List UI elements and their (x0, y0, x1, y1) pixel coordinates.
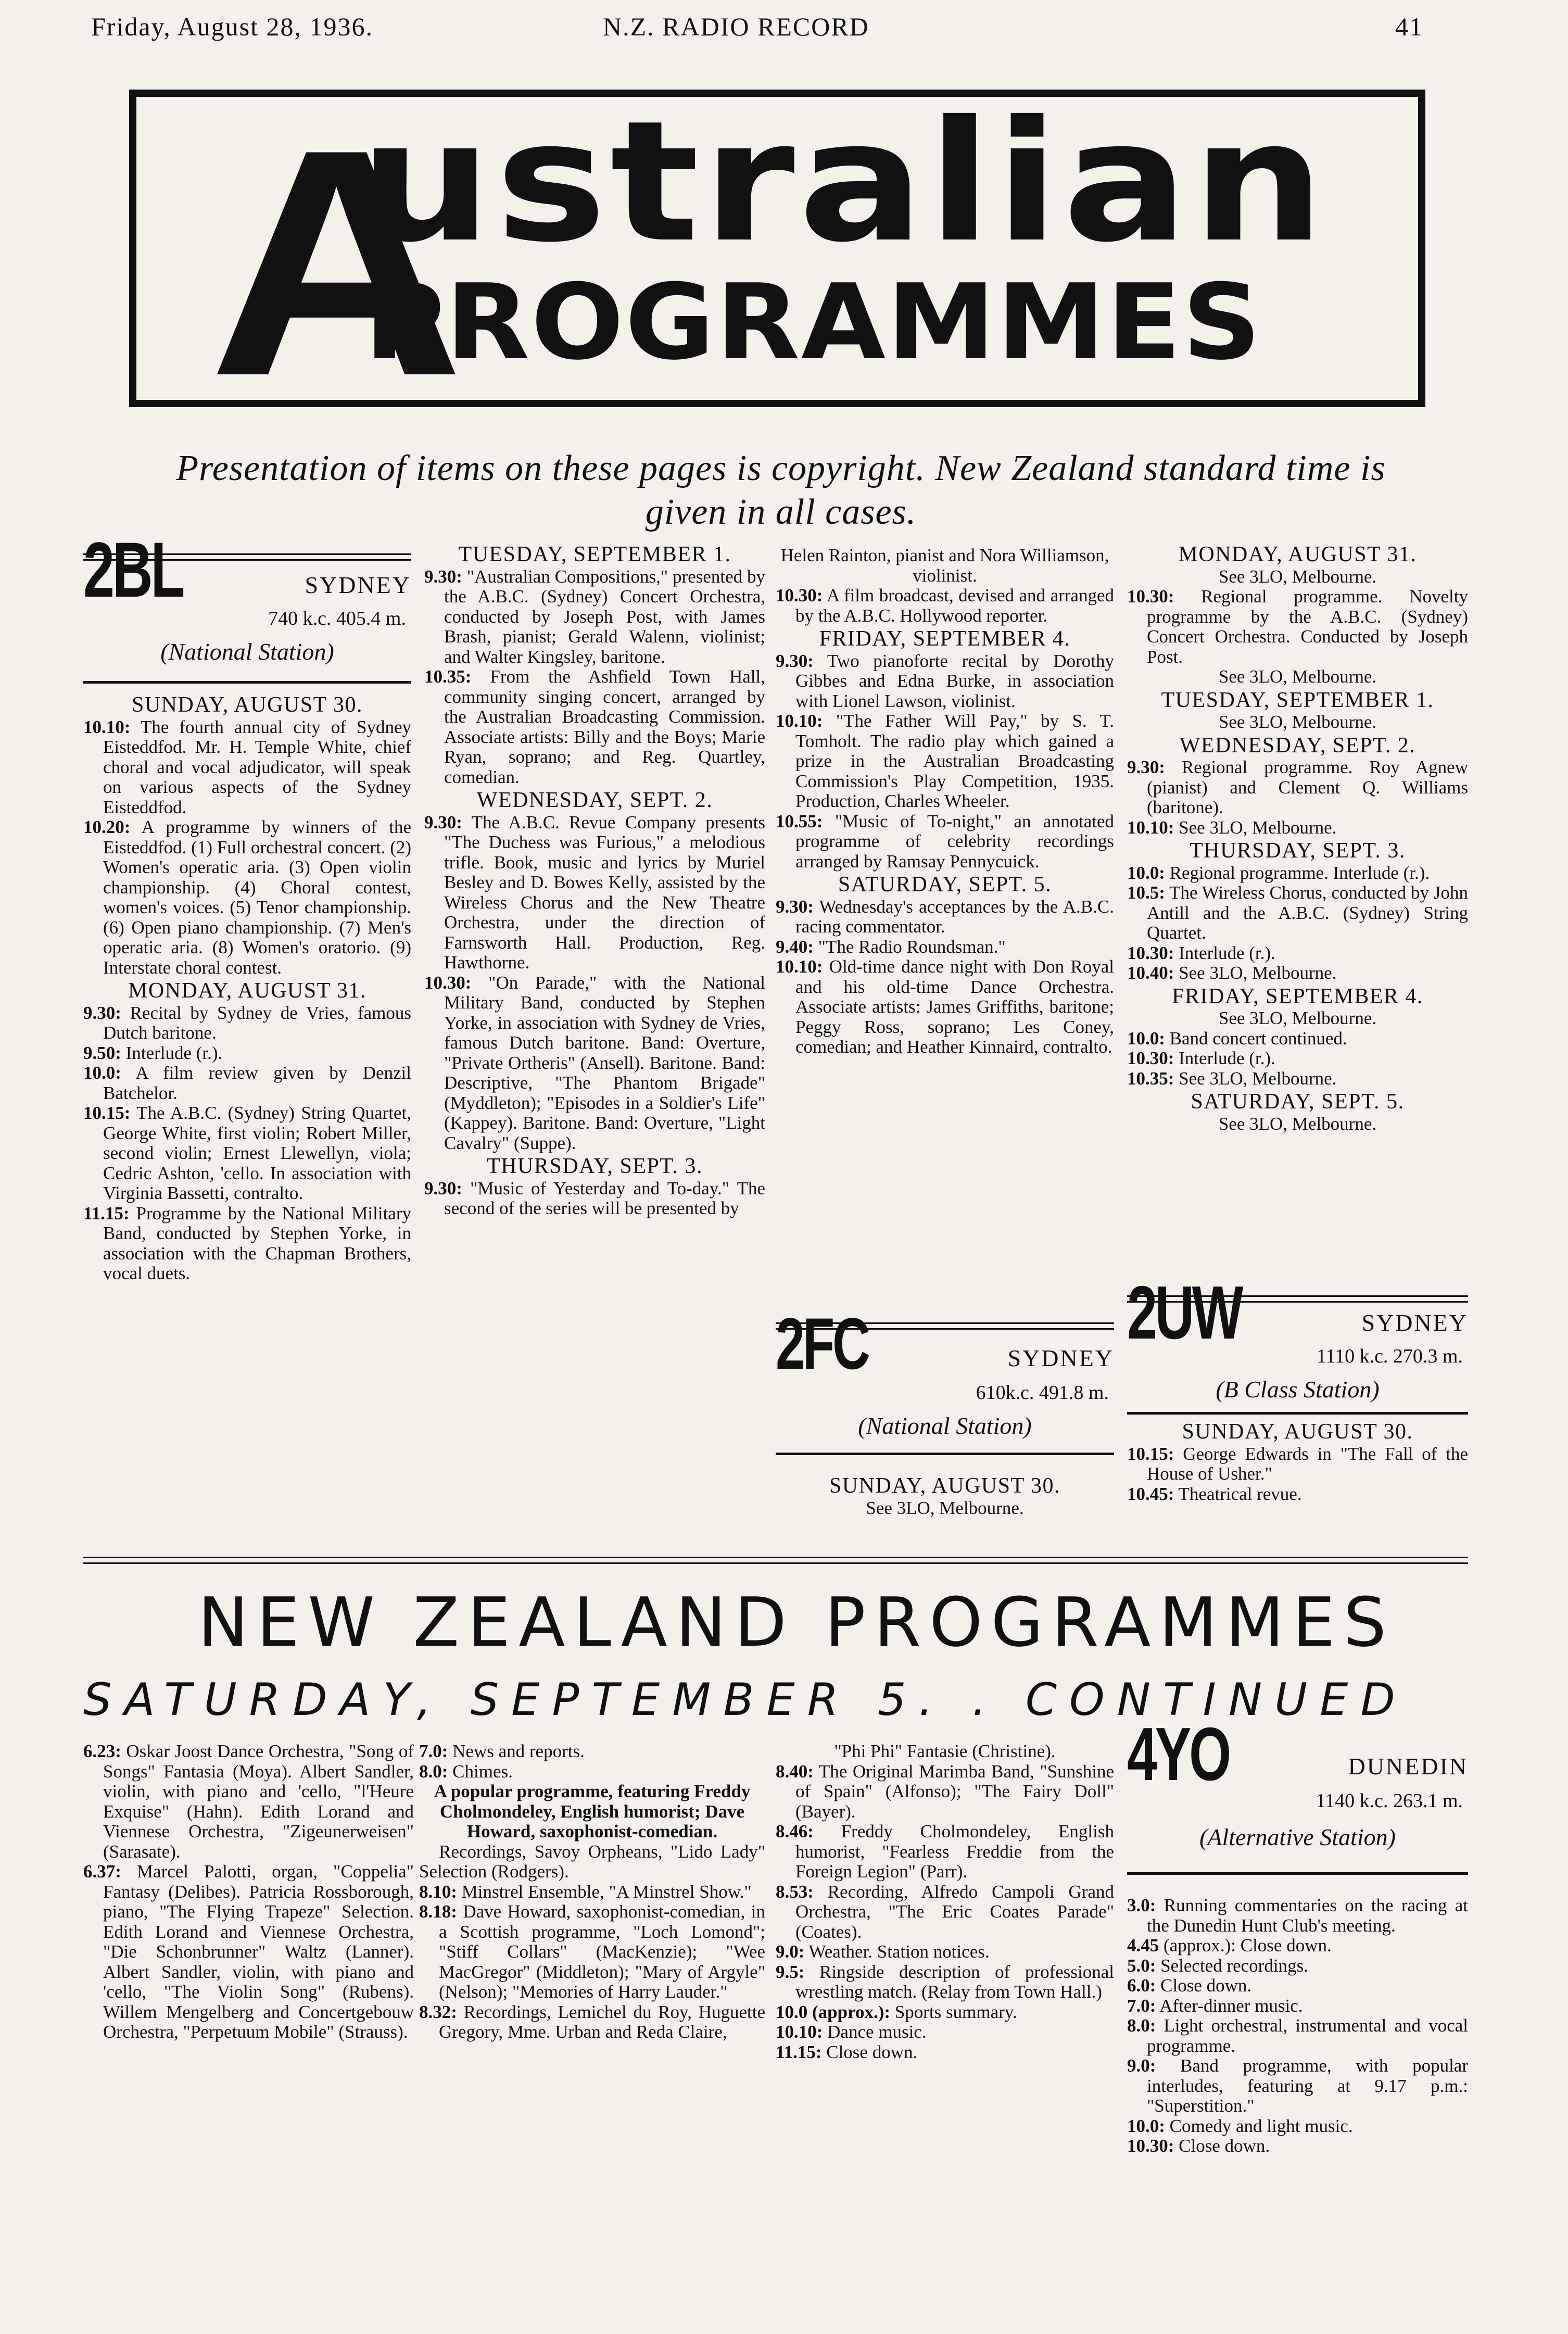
listing-note: "Phi Phi" Fantasie (Christine). (834, 1741, 1056, 1761)
listing-time: 4.45 (1127, 1935, 1159, 1955)
day-heading: FRIDAY, SEPTEMBER 4. (1172, 984, 1423, 1008)
listing-text: Recital by Sydney de Vries, famous Dutch baritone. (103, 1002, 411, 1043)
listing-note: See 3LO, Melbourne. (1218, 1008, 1377, 1028)
listing-entry (83, 1103, 411, 1204)
day-heading: SATURDAY, SEPT. 5. (1191, 1090, 1405, 1114)
listing-entry (83, 1063, 411, 1103)
listing-item (83, 1003, 411, 1043)
station-2bl (83, 526, 411, 1284)
station-type: (B Class Station) (1216, 1376, 1380, 1403)
listing-text: A film review given by Denzil Batchelor. (103, 1063, 411, 1103)
station-city: DUNEDIN (1348, 1753, 1468, 1780)
listing-time: 8.10: (419, 1881, 457, 1902)
station-frequency: 1110 k.c. 270.3 m. (1316, 1345, 1463, 1367)
listing-item (1127, 1976, 1468, 1996)
banner-initial: A (208, 83, 465, 443)
listing-time: 8.40: (776, 1761, 814, 1782)
listing-item (1127, 943, 1468, 964)
listing-entry (1127, 1976, 1468, 1996)
listing-item (776, 2002, 1114, 2023)
listing-text: "The Father Will Pay," by S. T. Tomholt. The radio play which gained a prize in the Australian Broadcasting Commission's Play Competition, 1935. Production, Charles Wheeler. (795, 711, 1114, 811)
listing-item (83, 1043, 411, 1064)
station-type: (National Station) (160, 638, 334, 665)
day-heading: THURSDAY, SEPT. 3. (1190, 839, 1406, 863)
listing-entry (1127, 863, 1468, 884)
nz-column-1 (83, 1742, 414, 2042)
station-header (1127, 1712, 1468, 1906)
listing-item (1127, 1956, 1468, 1976)
listing-item (83, 717, 411, 818)
listing-entry (1127, 943, 1468, 964)
listing-time: 9.30: (776, 650, 814, 671)
listing-time: 10.30: (1127, 1048, 1174, 1068)
listing-note: See 3LO, Melbourne. (1218, 666, 1377, 687)
listing-time: 10.45: (1127, 1483, 1174, 1504)
listing-item (424, 973, 765, 1154)
listing-entry (419, 1742, 765, 1762)
listing-item (83, 1063, 411, 1103)
listing-text: George Edwards in "The Fall of the House of Usher." (1147, 1443, 1468, 1484)
listing-note: See 3LO, Melbourne. (1218, 566, 1377, 587)
listing-entry (1127, 2056, 1468, 2116)
station-listings (1127, 1422, 1468, 1504)
listing-time: 9.5: (776, 1961, 805, 1982)
listing-text: Programme by the National Military Band, conducted by Stephen Yorke, in association with the Chapman Brothers, vocal duets. (103, 1203, 411, 1283)
listing-time: 10.40: (1127, 963, 1174, 983)
listing-entry (83, 817, 411, 978)
nz-column-2 (419, 1742, 765, 2042)
listing-text: A film broadcast, devised and arranged by the A.B.C. Hollywood reporter. (795, 585, 1114, 626)
listing-text: Recordings, Savoy Orpheans, "Lido Lady" Selection (Rodgers). (419, 1841, 765, 1882)
listing-time: 8.0: (419, 1761, 448, 1782)
listing-item (1127, 1049, 1468, 1069)
station-city: SYDNEY (1007, 1345, 1114, 1371)
listing-time: 8.53: (776, 1881, 814, 1902)
listing-time: 10.0: (1127, 862, 1165, 883)
station-2fc (776, 1303, 1114, 1518)
listing-time: 9.0: (776, 1941, 805, 1962)
listing-text: "Australian Compositions," presented by the A.B.C. (Sydney) Concert Orchestra, conducted by Joseph Post, with James Brash, pianist; Gerald Walenn, violinist; and Walter Kingsley, baritone. (444, 566, 765, 667)
station-call: 4YO (1127, 1712, 1229, 1796)
listing-time: 10.5: (1127, 882, 1165, 903)
listing-text: "On Parade," with the National Military Band, conducted by Stephen Yorke, in association with Sydney de Vries, famous Dutch baritone. Band: Overture, "Private Ortheris" (Ansell). Baritone. Band: Descriptive, "The Phantom Brigade" (Myddleton); "Episodes in a Soldier's Life" (Kappey). Baritone. Band: Overture, "Light Cavalry" (Suppe). (444, 972, 765, 1153)
listing-time: 9.30: (424, 812, 462, 832)
listing-item (424, 1179, 765, 1219)
listing-time: 6.0: (1127, 1975, 1156, 1996)
listing-time: 10.0: (1127, 1028, 1165, 1049)
listing-entry (83, 717, 411, 818)
listing-text: The Original Marimba Band, "Sunshine of Spain" (Alfonso); "The Fairy Doll" (Bayer). (795, 1761, 1114, 1822)
listing-entry (776, 1942, 1114, 1962)
station-call: 2UW (1127, 1270, 1242, 1355)
listing-entry (1127, 1484, 1468, 1505)
listing-entry (776, 2022, 1114, 2042)
column-rule (83, 681, 411, 684)
listings (419, 1742, 765, 2042)
listing-time: 11.15: (83, 1203, 130, 1223)
listing-item (1127, 2116, 1468, 2137)
listing-item (1127, 2056, 1468, 2116)
page-date: Friday, August 28, 1936. (91, 12, 373, 41)
day-heading: SUNDAY, AUGUST 30. (1182, 1420, 1413, 1444)
listing-entry (83, 1003, 411, 1043)
listing-text: Old-time dance night with Don Royal and his old-time Dance Orchestra. Associate artists: James Griffiths, baritone; Peggy Ross, soprano; Les Coney, comedian; and Heather Kinnaird, contralto. (795, 956, 1114, 1057)
listing-text: "Music of Yesterday and To-day." The second of the series will be presented by (444, 1178, 765, 1218)
listing-time: 10.30: (1127, 2136, 1174, 2156)
listing-item (776, 651, 1114, 712)
listing-text: News and reports. (448, 1741, 585, 1761)
day-heading: TUESDAY, SEPTEMBER 1. (458, 543, 731, 566)
listing-entry (776, 937, 1114, 957)
listing-item (1127, 2136, 1468, 2156)
listing-time: 10.55: (776, 811, 823, 831)
listing-time: 10.15: (83, 1103, 131, 1123)
listing-item (1127, 818, 1468, 838)
listing-entry (1127, 1069, 1468, 1089)
station-call: 2FC (776, 1303, 868, 1384)
listing-entry (1127, 1029, 1468, 1049)
listing-item (1127, 1936, 1468, 1956)
listings (1127, 1896, 1468, 2156)
listing-item (424, 667, 765, 787)
listing-text: Wednesday's acceptances by the A.B.C. racing commentator. (795, 896, 1114, 937)
station-call: 2BL (83, 526, 183, 613)
listing-text: Comedy and light music. (1165, 2115, 1353, 2136)
listing-entry (1127, 2016, 1468, 2056)
listing-text: Weather. Station notices. (804, 1941, 990, 1962)
column-4 (1127, 541, 1468, 1134)
listing-time: 3.0: (1127, 1895, 1156, 1915)
listing-entry (83, 1204, 411, 1284)
listing-time: 8.46: (776, 1821, 814, 1841)
listing-text: Dave Howard, saxophonist-comedian, in a Scottish programme, "Loch Lomond"; "Stiff Collars" (MacKenzie); "Wee MacGregor" (Middleton); "Mary of Argyle" (Nelson); "Memories of Harry Lauder." (439, 1901, 765, 2002)
listing-entry (419, 2002, 765, 2042)
column-2 (424, 541, 765, 1219)
listing-item (424, 813, 765, 973)
station-header (83, 526, 411, 677)
listing-text: Dance music. (823, 2022, 927, 2042)
listing-entry (419, 1782, 765, 1842)
listing-text: Close down. (821, 2041, 918, 2062)
listing-time: 9.30: (1127, 757, 1165, 777)
listing-text: Sports summary. (890, 2001, 1017, 2022)
listing-item (1127, 963, 1468, 983)
listing-text: Recordings, Lemichel du Roy, Huguette Gregory, Mme. Urban and Reda Claire, (439, 2001, 765, 2042)
listing-text: Close down. (1156, 1975, 1252, 1996)
listing-time: 8.18: (419, 1901, 457, 1922)
listing-item (83, 1103, 411, 1204)
listing-entry (83, 1043, 411, 1064)
listing-text: The fourth annual city of Sydney Eisteddfod. Mr. H. Temple White, chief choral and vocal adjudicator, will speak on various aspects of the Sydney Eisteddfod. (103, 716, 411, 817)
listing-item (776, 937, 1114, 957)
day-heading: THURSDAY, SEPT. 3. (487, 1154, 703, 1178)
listing-entry (1127, 2136, 1468, 2156)
listing-entry (419, 1882, 765, 1902)
banner-subtitle: PROGRAMMES (364, 262, 1262, 383)
listing-item (83, 1862, 414, 2042)
listing-entry (1127, 758, 1468, 818)
listing-time: 10.10: (1127, 817, 1174, 838)
station-type: (National Station) (858, 1412, 1032, 1439)
nz-subtitle: SATURDAY, SEPTEMBER 5. . CONTINUED (83, 1674, 1408, 1726)
listing-entry (776, 2042, 1114, 2063)
listing-time: 9.30: (424, 566, 462, 587)
day-heading: MONDAY, AUGUST 31. (128, 979, 366, 1003)
listing-item (419, 1742, 765, 1762)
listing-time: 11.15: (776, 2041, 822, 2062)
listing-time: 10.35: (424, 666, 472, 687)
listing-time: 5.0: (1127, 1955, 1156, 1976)
listing-note: Helen Rainton, pianist and Nora Williamson, violinist. (780, 545, 1109, 586)
listing-entry (1127, 818, 1468, 838)
listing-item (776, 1882, 1114, 1942)
listing-time: 10.10: (776, 711, 823, 731)
listing-item (776, 1762, 1114, 1822)
listing-time: 10.30: (776, 585, 823, 605)
day-heading: WEDNESDAY, SEPT. 2. (476, 788, 713, 812)
listing-entry (1127, 883, 1468, 943)
listing-entry (1127, 1049, 1468, 1069)
listing-text: After-dinner music. (1156, 1995, 1303, 2016)
listing-time: 7.0: (419, 1741, 448, 1761)
listing-item (1127, 2016, 1468, 2056)
listing-entry (1127, 2116, 1468, 2137)
column-3 (776, 546, 1114, 1057)
listing-entry (776, 897, 1114, 937)
listing-text: Two pianoforte recital by Dorothy Gibbes and Edna Burke, in association with Lionel Lawson, violinist. (795, 650, 1114, 711)
day-heading: TUESDAY, SEPTEMBER 1. (1161, 688, 1434, 712)
listing-item (776, 586, 1114, 626)
listing-item (776, 711, 1114, 812)
listing-time: 10.20: (83, 817, 131, 837)
listing-text: Light orchestral, instrumental and vocal programme. (1147, 2015, 1468, 2056)
listing-text: "Music of To-night," an annotated programme of celebrity recordings arranged by Ramsay Pennycuick. (795, 811, 1114, 872)
station-listings (776, 546, 1114, 1057)
listing-item (1127, 1069, 1468, 1089)
listing-item (83, 817, 411, 978)
listing-entry (424, 1179, 765, 1219)
listing-entry (419, 1762, 765, 1782)
listing-entry (776, 711, 1114, 812)
listing-time: 10.10: (83, 716, 131, 737)
listing-text: (approx.): Close down. (1159, 1935, 1332, 1955)
station-city: SYDNEY (1361, 1309, 1468, 1336)
listing-item (1127, 883, 1468, 943)
listing-time: 9.50: (83, 1042, 121, 1063)
listings (83, 1742, 414, 2042)
listing-text: "The Radio Roundsman." (813, 936, 1006, 957)
day-heading: SUNDAY, AUGUST 30. (131, 693, 363, 717)
listing-item (776, 2022, 1114, 2042)
listing-time: 10.30: (424, 972, 472, 993)
listing-item (1127, 1029, 1468, 1049)
listing-item (776, 1962, 1114, 2002)
listing-entry (776, 651, 1114, 712)
day-heading: WEDNESDAY, SEPT. 2. (1179, 733, 1416, 758)
listing-entry (776, 586, 1114, 626)
listing-entry (1127, 1996, 1468, 2016)
listing-time: 10.0 (approx.): (776, 2001, 891, 2022)
listing-entry (83, 1862, 414, 2042)
station-4yo (1127, 1712, 1468, 2156)
station-listings (424, 545, 765, 1219)
listing-entry (776, 1822, 1114, 1882)
listing-entry (419, 1902, 765, 2002)
listing-item (776, 2042, 1114, 2063)
listing-time: 10.10: (776, 956, 823, 977)
listing-time: 9.30: (83, 1002, 121, 1023)
listing-text: See 3LO, Melbourne. (1174, 1068, 1337, 1089)
station-frequency: 740 k.c. 405.4 m. (268, 608, 406, 629)
day-heading: FRIDAY, SEPTEMBER 4. (819, 627, 1071, 651)
listing-entry (776, 1762, 1114, 1822)
station-type: (Alternative Station) (1199, 1824, 1396, 1850)
listing-note: See 3LO, Melbourne. (866, 1497, 1024, 1518)
copyright-notice: Presentation of items on these pages is copyright. New Zealand standard time is given in all cases. (176, 448, 1386, 532)
listing-text: Recording, Alfredo Campoli Grand Orchestra, "The Eric Coates Parade" (Coates). (795, 1881, 1114, 1942)
station-2uw (1127, 1270, 1468, 1504)
listing-text: Band concert continued. (1165, 1028, 1347, 1049)
listing-entry (1127, 1936, 1468, 1956)
listing-item (776, 897, 1114, 937)
listing-time: 6.37: (83, 1861, 121, 1882)
listing-entry (776, 812, 1114, 872)
listing-time: 10.35: (1127, 1068, 1174, 1089)
listing-time: 9.40: (776, 936, 814, 957)
listing-text: The A.B.C. Revue Company presents "The Duchess was Furious," a melodious trifle. Book, music and lyrics by Muriel Besley and D. Bowes Kelly, assisted by the Wireless Chorus and the New Theatre Orchestra, under the direction of Farnsworth Hall. Production, Reg. Hawthorne. (444, 812, 765, 973)
page-number: 41 (1395, 12, 1423, 41)
listing-item (776, 1822, 1114, 1882)
listing-item (1127, 863, 1468, 884)
station-listings (83, 695, 411, 1284)
listing-note: See 3LO, Melbourne. (1218, 712, 1377, 732)
listing-text: Regional programme. Novelty programme by the A.B.C. (Sydney) Concert Orchestra. Conducted by Joseph Post. (1147, 586, 1468, 667)
nz-column-3 (776, 1742, 1114, 2062)
listing-text: The Wireless Chorus, conducted by John Antill and the A.B.C. (Sydney) String Quartet. (1147, 882, 1468, 943)
listing-entry (1127, 963, 1468, 983)
listing-entry (776, 1962, 1114, 2002)
listing-text: Freddy Cholmondeley, English humorist, "Fearless Freddie from the Foreign Legion" (Parr). (795, 1821, 1114, 1882)
listing-entry (424, 667, 765, 787)
listing-time: 10.30: (1127, 942, 1174, 963)
listing-entry (1127, 1956, 1468, 1976)
listing-text: Regional programme. Interlude (r.). (1165, 862, 1430, 883)
listing-time: 10.0: (83, 1063, 121, 1083)
listing-text: The A.B.C. (Sydney) String Quartet, George White, first violin; Robert Miller, second violin; Ernest Llewellyn, viola; Cedric Ashton, 'cello. In association with Virginia Bassetti, contralto. (103, 1103, 411, 1203)
listing-time: 9.30: (776, 896, 814, 917)
listing-item (1127, 1996, 1468, 2016)
paper-name: N.Z. RADIO RECORD (603, 12, 869, 41)
listing-item (776, 957, 1114, 1057)
listing-time: 10.15: (1127, 1443, 1174, 1464)
listing-time: 8.32: (419, 2001, 457, 2022)
listing-item (424, 567, 765, 667)
listing-item (419, 1902, 765, 2002)
listing-text: See 3LO, Melbourne. (1174, 963, 1337, 983)
listing-entry (1127, 587, 1468, 667)
listing-entry (424, 813, 765, 973)
listing-text: A programme by winners of the Eisteddfod. (1) Full orchestral concert. (2) Women's operatic aria. (3) Open violin championship. (4) Choral contest, women's voices. (5) Tenor championship. (6) Open piano championship. (7) Men's operatic aria. (8) Women's oratorio. (9) Interstate choral contest. (103, 817, 411, 978)
listing-text: Band programme, with popular interludes, featuring at 9.17 p.m.: "Superstition." (1147, 2055, 1468, 2116)
listing-text: Close down. (1174, 2136, 1270, 2156)
listing-text: Marcel Palotti, organ, "Coppelia" Fantasy (Delibes). Patricia Rossborough, piano, "The Flying Trapeze" Selection. Edith Lorand and Viennese Orchestra, "Die Schonbrunner" Waltz (Lanner). Albert Sandler, violin, with piano and 'cello, "The Violin Song" (Rubens). Willem Mengelberg and Concertgebouw Orchestra, "Perpetuum Mobile" (Strauss). (103, 1861, 414, 2042)
station-header (776, 1303, 1114, 1473)
listing-text: Ringside description of professional wrestling match. (Relay from Town Hall.) (795, 1961, 1114, 2002)
listing-text: Regional programme. Roy Agnew (pianist) and Clement Q. Williams (baritone). (1147, 757, 1468, 817)
listing-entry (1127, 1444, 1468, 1484)
listing-text: Running commentaries on the racing at the Dunedin Hunt Club's meeting. (1147, 1895, 1468, 1936)
banner-title: ustralian (359, 85, 1329, 279)
listing-entry (424, 567, 765, 667)
listing-feature: A popular programme, featuring Freddy Cholmondeley, English humorist; Dave Howard, saxophonist-comedian. (434, 1781, 751, 1841)
listing-text: See 3LO, Melbourne. (1174, 817, 1337, 838)
listing-time: 9.0: (1127, 2055, 1156, 2076)
listing-item (776, 1942, 1114, 1962)
listing-entry (776, 2002, 1114, 2023)
listing-entry (776, 957, 1114, 1057)
listing-text: Selected recordings. (1156, 1955, 1308, 1976)
listing-entry (776, 1882, 1114, 1942)
listing-text: Interlude (r.). (1174, 1048, 1275, 1068)
nz-title: NEW ZEALAND PROGRAMMES (198, 1583, 1395, 1662)
listing-entry (419, 1842, 765, 1882)
listing-note: See 3LO, Melbourne. (1218, 1113, 1377, 1134)
listing-time: 6.23: (83, 1741, 121, 1761)
listing-text: Theatrical revue. (1174, 1483, 1302, 1504)
listing-text: From the Ashfield Town Hall, community singing concert, arranged by the Australian Broadcasting Commission. Associate artists: Billy and the Boys; Marie Ryan, soprano; and Reg. Quartley, comedian. (444, 666, 765, 787)
listing-time: 9.30: (424, 1178, 462, 1198)
listing-text: Oskar Joost Dance Orchestra, "Song of Songs" Fantasia (Moya). Albert Sandler, violin, with piano and 'cello, "l'Heure Exquise" (Hahn). Edith Lorand and Viennese Orchestra, "Zigeunerweisen" (Sarasate). (103, 1741, 414, 1862)
listing-item (419, 1762, 765, 1782)
listing-text: Interlude (r.). (121, 1042, 223, 1063)
listing-time: 10.10: (776, 2022, 823, 2042)
station-header (1127, 1270, 1468, 1428)
day-heading: MONDAY, AUGUST 31. (1178, 543, 1417, 566)
listing-item (1127, 758, 1468, 818)
day-heading: SUNDAY, AUGUST 30. (829, 1474, 1060, 1498)
listing-entry (424, 973, 765, 1154)
listing-item (83, 1204, 411, 1284)
listing-time: 10.0: (1127, 2115, 1165, 2136)
section-divider (83, 1557, 1468, 1564)
day-heading: SATURDAY, SEPT. 5. (838, 873, 1052, 897)
listing-item (419, 2002, 765, 2042)
listing-item (1127, 587, 1468, 667)
listing-item (1127, 1444, 1468, 1484)
listing-time: 7.0: (1127, 1995, 1156, 2016)
listing-text: Interlude (r.). (1174, 942, 1275, 963)
station-listings (1127, 545, 1468, 1134)
listing-item (83, 1742, 414, 1862)
listing-time: 8.0: (1127, 2015, 1156, 2036)
listings (776, 1742, 1114, 2062)
listing-item (1127, 1484, 1468, 1505)
listing-item (419, 1882, 765, 1902)
station-frequency: 610k.c. 491.8 m. (976, 1382, 1109, 1404)
listing-text: Minstrel Ensemble, "A Minstrel Show." (457, 1881, 752, 1902)
station-frequency: 1140 k.c. 263.1 m. (1316, 1790, 1463, 1812)
listing-entry (83, 1742, 414, 1862)
listing-text: Chimes. (448, 1761, 513, 1782)
listing-time: 10.30: (1127, 586, 1174, 607)
station-city: SYDNEY (305, 572, 411, 598)
listing-item (776, 812, 1114, 872)
